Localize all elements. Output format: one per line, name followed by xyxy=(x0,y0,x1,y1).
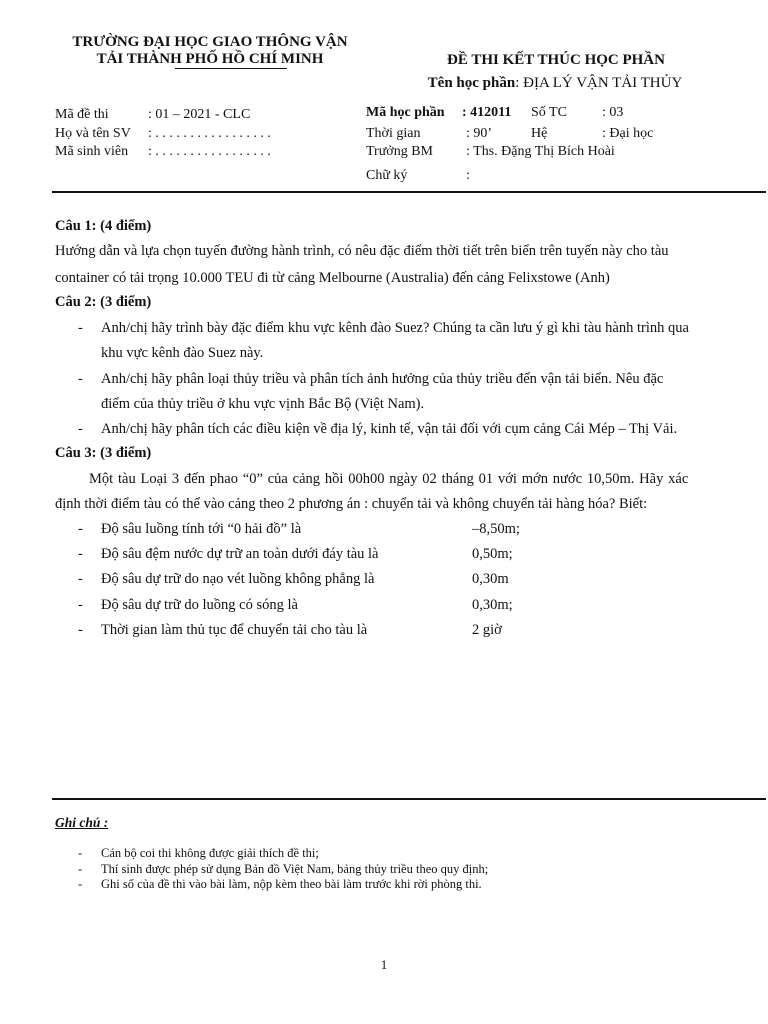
question-3-item-label: Độ sâu đệm nước dự trữ an toàn dưới đáy tàu là xyxy=(101,546,379,562)
question-3-line-1: Một tàu Loại 3 đến phao “0” của cảng hồi 00h00 ngày 02 tháng 01 với mớn nước 10,50m. Hãy xác xyxy=(89,471,689,487)
underline-decoration xyxy=(175,68,287,69)
student-name-label: Họ và tên SV xyxy=(55,126,131,141)
time-value: : 90’ xyxy=(466,126,493,141)
bullet-dash: - xyxy=(78,421,83,437)
question-2-item-2-line-1: Anh/chị hãy phân loại thủy triều và phân tích ảnh hưởng của thủy triều đến vận tải biển. Nêu đặc xyxy=(101,371,664,387)
page-number: 1 xyxy=(380,957,388,972)
student-id-label: Mã sinh viên xyxy=(55,144,129,159)
subject-label: Tên học phần xyxy=(427,75,516,91)
question-3-item-value: 2 giờ xyxy=(472,622,502,638)
exam-code-value: : 01 – 2021 - CLC xyxy=(148,107,251,122)
bullet-dash: - xyxy=(78,546,83,562)
credits-label: Số TC xyxy=(531,105,567,120)
exam-title: ĐỀ THI KẾT THÚC HỌC PHẦN xyxy=(447,52,665,68)
note-item: Ghi số của đề thi vào bài làm, nộp kèm theo bài làm trước khi rời phòng thi. xyxy=(101,877,482,891)
course-code-value: : 412011 xyxy=(462,105,512,120)
bullet-dash: - xyxy=(78,320,83,336)
bullet-dash: - xyxy=(78,571,83,587)
subject-value: : ĐỊA LÝ VẬN TẢI THỦY xyxy=(515,75,683,91)
bullet-dash: - xyxy=(78,877,83,891)
student-id-value: : . . . . . . . . . . . . . . . . . xyxy=(148,144,271,159)
bullet-dash: - xyxy=(78,622,83,638)
question-2-item-3-line-1: Anh/chị hãy phân tích các điều kiện về địa lý, kinh tế, vận tải đối với cụm cảng Cái Mép – Thị Vải. xyxy=(101,421,678,437)
question-1-title: Câu 1: (4 điểm) xyxy=(55,218,152,234)
system-label: Hệ xyxy=(531,126,548,141)
question-3-item-value: 0,50m; xyxy=(472,546,513,562)
signature-value: : xyxy=(466,168,470,183)
question-2-item-1-line-2: khu vực kênh đào Suez này. xyxy=(101,345,264,361)
subject-line xyxy=(400,75,710,92)
note-item: Thí sinh được phép sử dụng Bản đồ Việt Nam, bảng thủy triều theo quy định; xyxy=(101,862,489,876)
notes-divider xyxy=(52,798,766,800)
time-label: Thời gian xyxy=(366,126,421,141)
question-1-line-1: Hướng dẫn và lựa chọn tuyến đường hành trình, có nêu đặc điểm thời tiết trên biển trên tuyến này cho tàu xyxy=(55,243,669,259)
bullet-dash: - xyxy=(78,597,83,613)
note-item: Cán bộ coi thi không được giải thích đề thi; xyxy=(101,846,319,860)
question-2-title: Câu 2: (3 điểm) xyxy=(55,294,152,310)
credits-value: : 03 xyxy=(602,105,624,120)
question-2-item-1-line-1: Anh/chị hãy trình bày đặc điểm khu vực kênh đào Suez? Chúng ta cần lưu ý gì khi tàu hành trình qua xyxy=(101,320,689,336)
question-3-item-label: Độ sâu luồng tính tới “0 hải đồ” là xyxy=(101,521,302,537)
question-3-item-label: Độ sâu dự trữ do nạo vét luồng không phẳng là xyxy=(101,571,375,587)
question-2-item-2-line-2: điểm của thủy triều ở khu vực vịnh Bắc Bộ (Việt Nam). xyxy=(101,396,425,412)
bullet-dash: - xyxy=(78,371,83,387)
question-1-line-2: container có tải trọng 10.000 TEU đi từ cảng Melbourne (Australia) đến cảng Felixstowe (Anh) xyxy=(55,270,610,286)
exam-code-label: Mã đề thi xyxy=(55,107,109,122)
university-line-1: TRƯỜNG ĐẠI HỌC GIAO THÔNG VẬN xyxy=(72,34,348,50)
course-code-label: Mã học phần xyxy=(366,105,445,120)
question-3-item-label: Thời gian làm thủ tục để chuyển tải cho tàu là xyxy=(101,622,368,638)
question-3-title: Câu 3: (3 điểm) xyxy=(55,445,152,461)
university-line-2 xyxy=(97,51,324,68)
system-value: : Đại học xyxy=(602,126,654,141)
signature-label: Chữ ký xyxy=(366,168,408,183)
notes-title: Ghi chú : xyxy=(55,815,109,830)
student-name-value: : . . . . . . . . . . . . . . . . . xyxy=(148,126,271,141)
header-divider xyxy=(52,191,766,193)
question-3-item-label: Độ sâu dự trữ do luồng có sóng là xyxy=(101,597,298,613)
university-line-2-text: TẢI THÀNH PHỐ HỒ CHÍ MINH xyxy=(96,51,324,67)
bullet-dash: - xyxy=(78,521,83,537)
department-head-value: : Ths. Đặng Thị Bích Hoài xyxy=(466,144,615,159)
bullet-dash: - xyxy=(78,846,83,860)
bullet-dash: - xyxy=(78,862,83,876)
question-3-item-value: 0,30m xyxy=(472,571,509,587)
university-name xyxy=(40,34,380,68)
question-3-line-2: định thời điểm tàu có thể vào cảng theo 2 phương án : chuyển tải và không chuyển tải hàng hóa? Biết: xyxy=(55,496,648,512)
question-3-item-value: 0,30m; xyxy=(472,597,513,613)
department-head-label: Trưởng BM xyxy=(366,144,433,159)
question-3-item-value: –8,50m; xyxy=(472,521,520,537)
